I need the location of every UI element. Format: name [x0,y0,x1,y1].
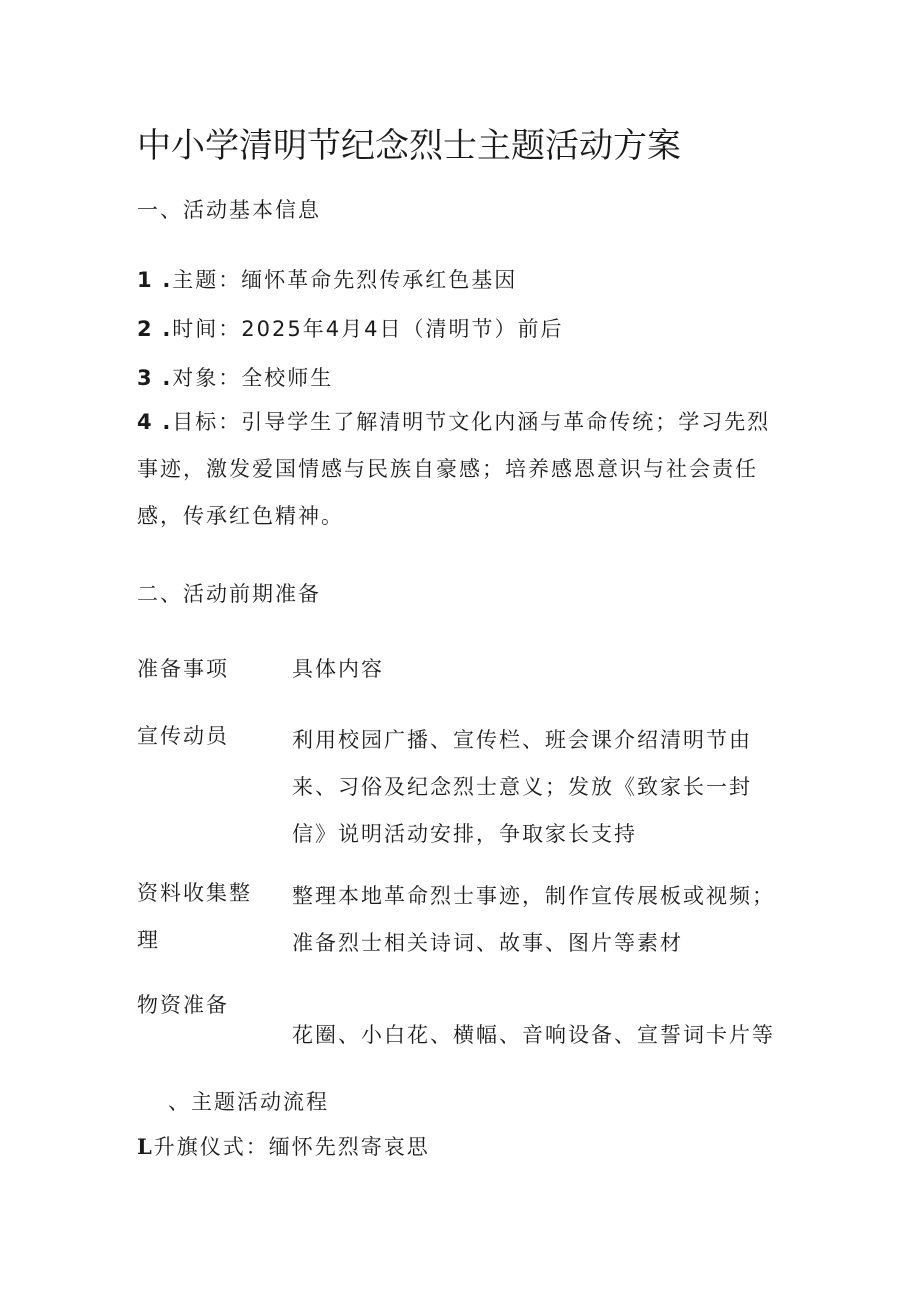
table-header-item: 准备事项 [137,657,229,681]
item-text: 时间：2025年4月4日（清明节）前后 [172,317,564,341]
table-cell-item: 物资准备 [137,993,229,1017]
list-item-flag-ceremony [137,1131,430,1161]
item-separator: . [162,366,173,390]
item-number: 3 [137,366,154,390]
item-separator: . [162,317,173,341]
item-text: 目标：引导学生了解清明节文化内涵与革命传统；学习先烈事迹，激发爱国情感与民族自豪感；培养感恩意识与社会责任感，传承红色精神。 [137,410,771,528]
list-item-audience [137,362,333,392]
item-text: 主题：缅怀革命先烈传承红色基因 [172,268,518,292]
list-item-goal [137,399,787,540]
item-number: 4 [137,410,154,434]
item-separator: . [162,268,173,292]
list-item-theme [137,264,517,294]
section-heading-basic-info: 一、活动基本信息 [137,198,321,222]
item-text: 升旗仪式：缅怀先烈寄哀思 [153,1135,430,1159]
list-item-time [137,313,563,343]
item-text: 对象：全校师生 [172,366,334,390]
item-number: 1 [137,268,154,292]
table-cell-item: 宣传动员 [137,724,229,748]
document-title: 中小学清明节纪念烈士主题活动方案 [137,126,681,166]
table-header-content: 具体内容 [292,657,384,681]
section-heading-preparation: 二、活动前期准备 [137,582,321,606]
section-heading-activity-flow: 、主题活动流程 [168,1090,329,1114]
item-number: 2 [137,317,154,341]
table-cell-content: 整理本地革命烈士事迹，制作宣传展板或视频；准备烈士相关诗词、故事、图片等素材 [292,884,775,955]
item-separator: . [162,410,173,434]
table-cell-content: 花圈、小白花、横幅、音响设备、宣誓词卡片等 [292,1023,775,1047]
table-cell-content: 利用校园广播、宣传栏、班会课介绍清明节由来、习俗及纪念烈士意义；发放《致家长一封信》说明活动安排，争取家长支持 [292,728,752,846]
table-cell-item: 资料收集整理 [137,881,252,952]
item-number: L [137,1134,154,1159]
